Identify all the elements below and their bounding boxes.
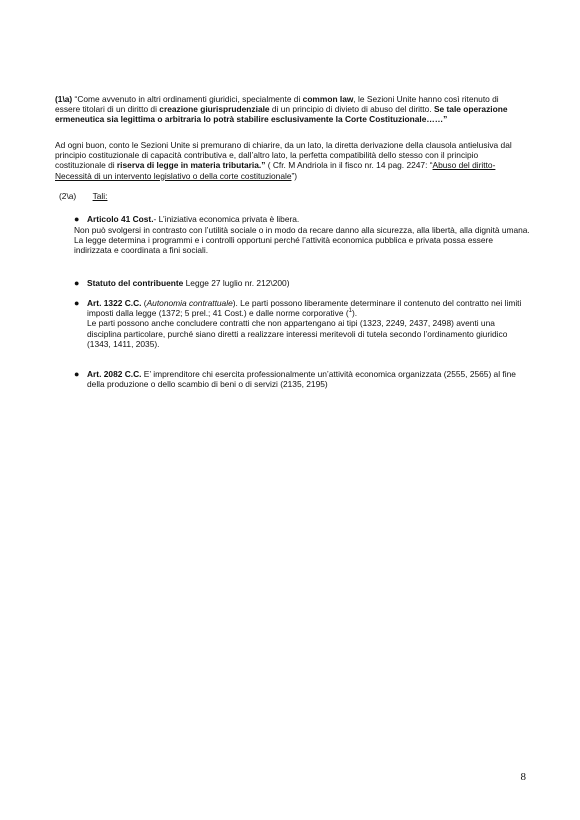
art1322-title: Art. 1322 C.C. bbox=[87, 298, 142, 308]
note-1a-common-law: common law bbox=[302, 94, 354, 104]
statuto-title: Statuto del contribuente bbox=[87, 278, 184, 288]
note-2a-label: (2\a) bbox=[59, 191, 77, 201]
note-2a-header bbox=[59, 191, 259, 201]
art2082-title: Art. 2082 C.C. bbox=[87, 369, 142, 379]
art2082-text: E’ imprenditore chi esercita professionalmente un’attività economica organizzata (2555, 2565) al fine della produzione o dello scambio di beni o di servizi (2135, 2195) bbox=[87, 369, 516, 390]
art1322-italic: Autonomia contrattuale bbox=[146, 298, 233, 308]
bullet-icon: ● bbox=[74, 298, 80, 308]
art1322-text-c: ). bbox=[351, 308, 358, 319]
note-2a-heading: Tali: bbox=[92, 191, 108, 201]
page-number: 8 bbox=[520, 771, 526, 783]
art1322-sup: 1 bbox=[348, 308, 352, 315]
art1322-text-d: Le parti possono anche concludere contratti che non appartengano ai tipi (1323, 2249, 2437, 2498) aventi una disciplina particolare, purché siano diretti a realizzare interessi meritevoli di tutela secondo l’ordinamento giuridico (1343, 1411, 2035). bbox=[87, 318, 508, 349]
note-1a-p2-text-1: Ad ogni buon, conto le Sezioni Unite si premurano di chiarire, da un lato, la diretta derivazione della clausola antielusiva dal principio costituzionale di capacità contributiva e, dall’altro lato, la perfetta compatibilità dello stesso con il principio costituzionale di bbox=[55, 140, 512, 171]
note-1a-creazione: creazione giurisprudenziale bbox=[159, 104, 270, 115]
art41-line-1: - L’iniziativa economica privata è libera. bbox=[153, 214, 300, 224]
list-item-art2082 bbox=[74, 369, 527, 390]
note-1a-p2-text-3: ”) bbox=[291, 170, 298, 181]
art41-body bbox=[74, 225, 530, 256]
art41-line-3: La legge determina i programmi e i controlli opportuni perché l’attività economica pubblica e privata possa essere indirizzata e coordinata a fini sociali. bbox=[74, 235, 493, 256]
list-item-art41 bbox=[74, 214, 527, 224]
note-1a-paragraph-2 bbox=[55, 140, 525, 181]
art41-title: Articolo 41 Cost. bbox=[87, 214, 154, 224]
note-1a-p2-text-2: ( Cfr. M Andriola in il fisco nr. 14 pag. 2247: “ bbox=[265, 160, 433, 171]
note-1a-label: (1\a) bbox=[55, 94, 73, 104]
bullet-icon: ● bbox=[74, 214, 80, 224]
note-1a-text-1: “Come avvenuto in altri ordinamenti giuridici, specialmente di bbox=[72, 94, 303, 104]
art41-line-2: Non può svolgersi in contrasto con l’utilità sociale o in modo da recare danno alla sicurezza, alla libertà, alla dignità umana. bbox=[74, 225, 530, 235]
note-1a-text-3: di un principio di divieto di abuso del diritto. bbox=[269, 104, 434, 115]
list-item-statuto bbox=[74, 278, 527, 288]
note-1a-conclusion: Se tale operazione ermeneutica sia legittima o arbitraria lo potrà stabilire esclusivamente la Corte Costituzionale……” bbox=[55, 104, 508, 125]
note-1a-citation-title: Abuso del diritto-Necessità di un intervento legislativo o della corte costituzionale bbox=[55, 160, 496, 181]
list-item-art1322 bbox=[74, 298, 527, 349]
art1322-text-a: ( bbox=[141, 298, 147, 308]
statuto-text: Legge 27 luglio nr. 212\200) bbox=[183, 278, 290, 288]
note-1a-paragraph-1 bbox=[55, 94, 525, 125]
bullet-icon: ● bbox=[74, 278, 80, 288]
bullet-icon: ● bbox=[74, 369, 80, 379]
art1322-text-b: ). Le parti possono liberamente determinare il contenuto del contratto nei limiti imposti dalla legge (1372; 5 prel.; 41 Cost.) e dalle norme corporative ( bbox=[87, 298, 522, 319]
note-1a-riserva: riserva di legge in materia tributaria.” bbox=[116, 160, 266, 171]
note-1a-text-2: , le Sezioni Unite hanno così ritenuto di essere titolari di un diritto di bbox=[55, 94, 499, 115]
